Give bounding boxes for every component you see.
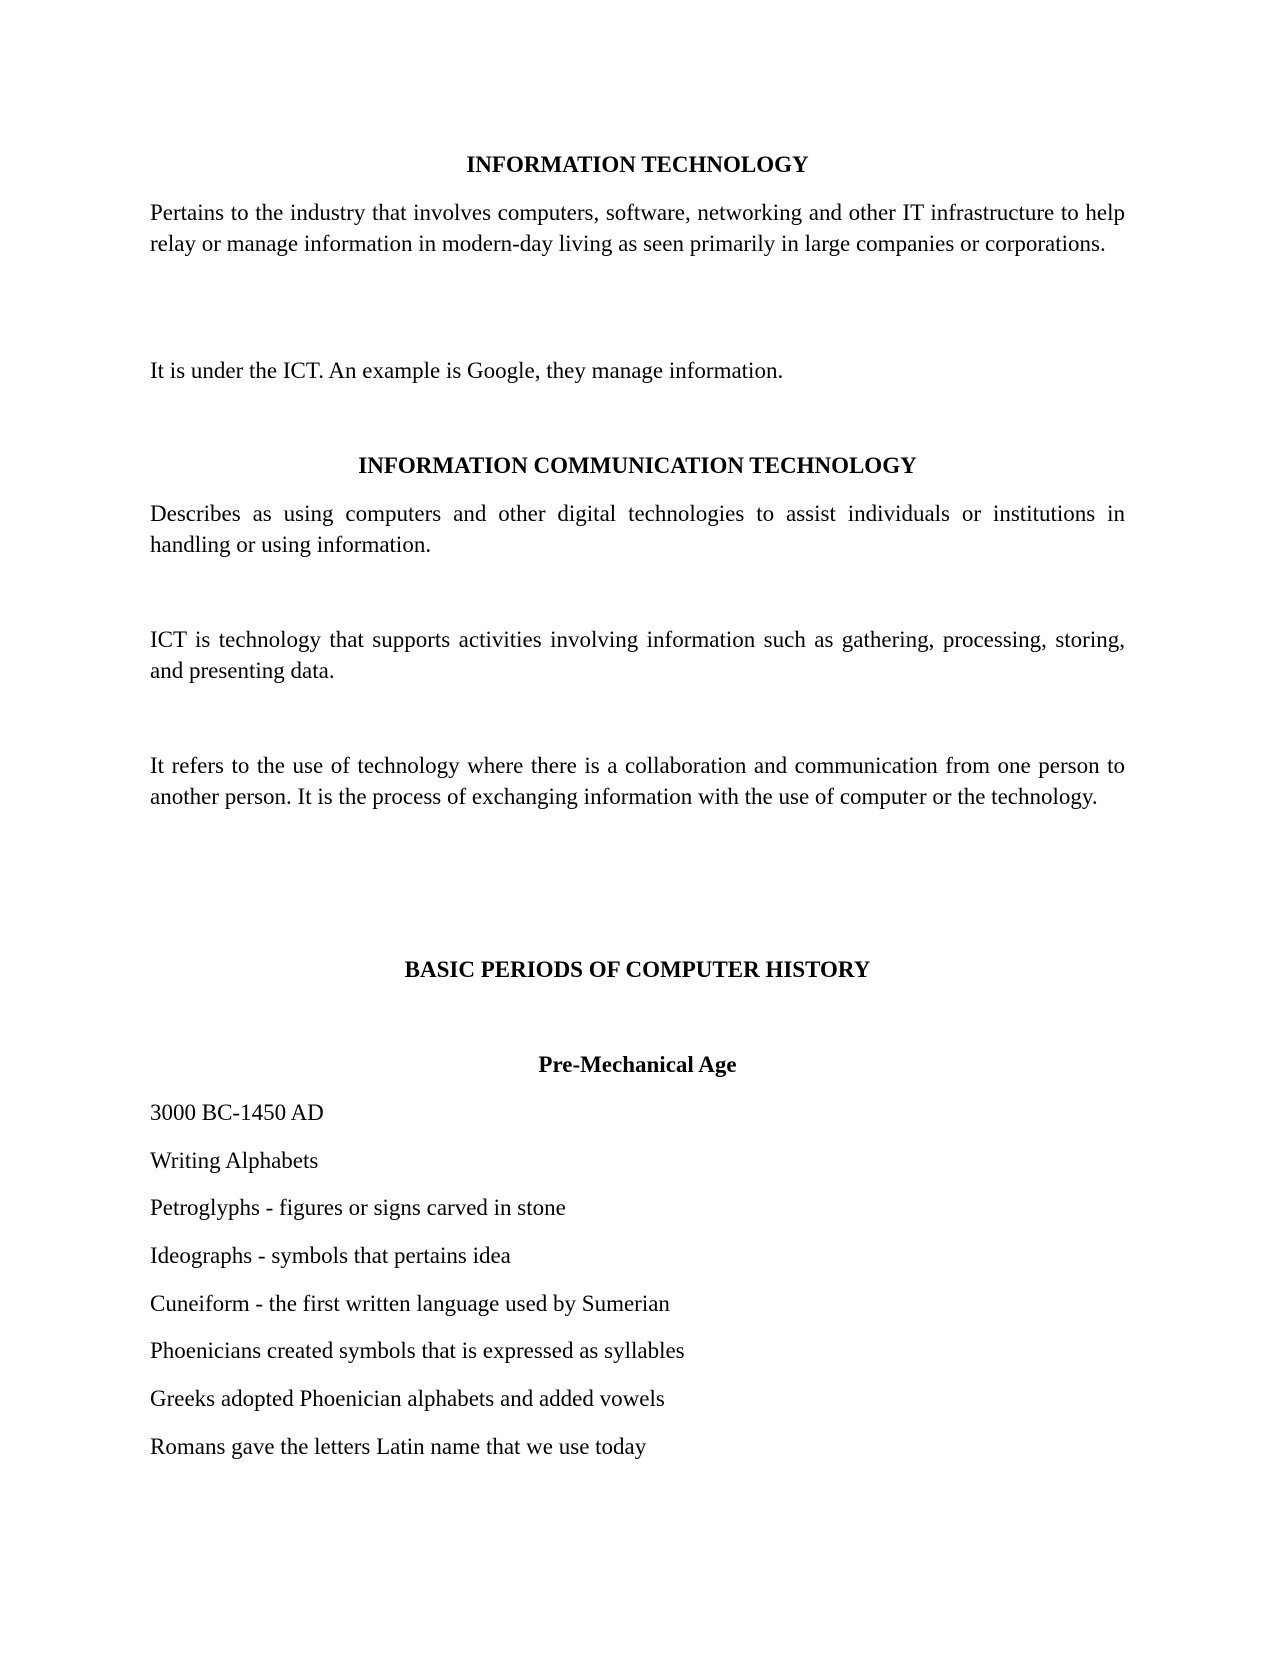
it-paragraph-2: It is under the ICT. An example is Google, they manage information. <box>150 358 784 383</box>
history-subheading: Pre-Mechanical Age <box>538 1052 737 1077</box>
history-item: Ideographs - symbols that pertains idea <box>150 1243 511 1268</box>
ict-paragraph-3: It refers to the use of technology where there is a collaboration and communication from one person to another person. It is the process of exchanging information with the use of computer or the technology. <box>150 753 1125 809</box>
history-item: Petroglyphs - figures or signs carved in stone <box>150 1195 566 1220</box>
history-item: Writing Alphabets <box>150 1148 319 1173</box>
ict-paragraph-2: ICT is technology that supports activities involving information such as gathering, processing, storing, and presenting data. <box>150 627 1125 683</box>
history-item: Phoenicians created symbols that is expressed as syllables <box>150 1338 685 1363</box>
it-paragraph-1: Pertains to the industry that involves computers, software, networking and other IT infrastructure to help relay or manage information in modern-day living as seen primarily in large companies or corporations. <box>150 200 1125 256</box>
document-page <box>150 0 1125 1656</box>
ict-paragraph-1: Describes as using computers and other digital technologies to assist individuals or institutions in handling or using information. <box>150 501 1125 557</box>
ict-heading: INFORMATION COMMUNICATION TECHNOLOGY <box>358 453 917 478</box>
it-heading: INFORMATION TECHNOLOGY <box>466 152 809 177</box>
history-item: Romans gave the letters Latin name that we use today <box>150 1434 647 1459</box>
history-heading: BASIC PERIODS OF COMPUTER HISTORY <box>404 957 871 982</box>
history-item: 3000 BC-1450 AD <box>150 1100 324 1125</box>
history-item: Greeks adopted Phoenician alphabets and added vowels <box>150 1386 665 1411</box>
history-item: Cuneiform - the first written language used by Sumerian <box>150 1291 670 1316</box>
